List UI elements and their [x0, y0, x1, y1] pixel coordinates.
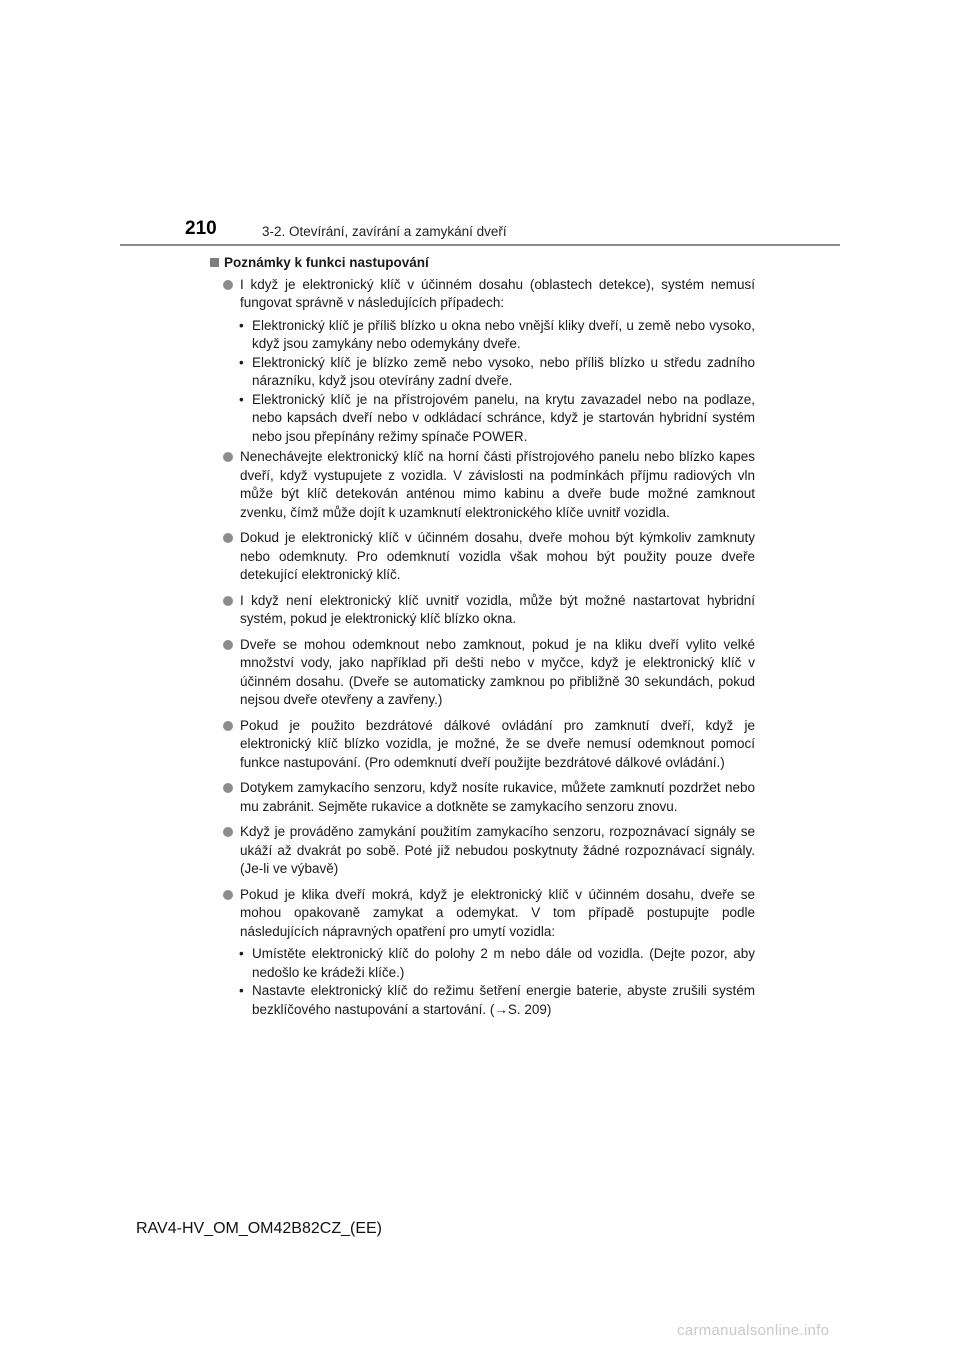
circle-bullet-icon	[223, 280, 233, 290]
sub-list-item-text: Elektronický klíč je na přístrojovém panelu, na krytu zavazadel nebo na podlaze, nebo kapsách dveří nebo v odkládací schránce, když je startován hybridní systém nebo jsou přepínány režimy spínače POWER.	[252, 391, 755, 444]
sub-list-item-text: Nastavte elektronický klíč do režimu šetření energie baterie, abyste zrušili systém bezklíčového nastupování a startování. (→S. 209)	[252, 983, 755, 1017]
list-item-text: I když je elektronický klíč v účinném dosahu (oblastech detekce), systém nemusí fungovat správně v následujících případech:	[240, 276, 755, 310]
page-number: 210	[185, 218, 217, 239]
circle-bullet-icon	[223, 721, 233, 731]
circle-bullet-icon	[223, 452, 233, 462]
list-item-text: I když není elektronický klíč uvnitř vozidla, může být možné nastartovat hybridní systém, pokud je elektronický klíč blízko okna.	[240, 592, 755, 626]
sub-list-item-text: Elektronický klíč je příliš blízko u okna nebo vnější kliky dveří, u země nebo vysoko, když jsou zamykány nebo odemykány dveře.	[252, 317, 755, 351]
list-item-text: Nenechávejte elektronický klíč na horní části přístrojového panelu nebo blízko kapes dveří, když vystupujete z vozidla. V závislosti na podmínkách příjmu radiových vln může být klíč detekován anténou mimo kabinu a dveře bude možné zamknout zvenku, čímž může dojít k uzamknutí elektronického klíče uvnitř vozidla.	[240, 449, 755, 520]
list-item	[210, 717, 755, 773]
section-heading	[210, 254, 755, 273]
sub-list-item	[210, 945, 755, 982]
circle-bullet-icon	[223, 783, 233, 793]
watermark: carmanualsonline.info	[677, 1322, 830, 1339]
circle-bullet-icon	[223, 890, 233, 900]
sub-list-item-text: Umístěte elektronický klíč do polohy 2 m nebo dále od vozidla. (Dejte pozor, aby nedošlo ke krádeži klíče.)	[252, 946, 755, 980]
circle-bullet-icon	[223, 640, 233, 650]
sub-list	[210, 945, 755, 1019]
circle-bullet-icon	[223, 827, 233, 837]
small-dot-icon: •	[239, 317, 244, 333]
small-dot-icon: •	[239, 946, 244, 961]
list-item	[210, 448, 755, 522]
chapter-title: 3-2. Otevírání, zavírání a zamykání dveří	[262, 224, 507, 239]
sub-list-item-text: Elektronický klíč je blízko země nebo vysoko, nebo příliš blízko u středu zadního nárazníku, když jsou otevírány zadní dveře.	[252, 354, 755, 388]
sub-list	[210, 317, 755, 447]
list-item	[210, 592, 755, 629]
list-item-text: Pokud je klika dveří mokrá, když je elektronický klíč v účinném dosahu, dveře se mohou opakovaně zamykat a odemykat. V tom případě postupujte podle následujících nápravných opatření pro umytí vozidla:	[240, 886, 755, 939]
list-item	[210, 276, 755, 313]
list-item-text: Dokud je elektronický klíč v účinném dosahu, dveře mohou být kýmkoliv zamknuty nebo odemknuty. Pro odemknutí vozidla však mohou být použity pouze dveře detekující elektronický klíč.	[240, 530, 755, 582]
sub-list-item	[210, 354, 755, 391]
list-item-text: Dveře se mohou odemknout nebo zamknout, pokud je na kliku dveří vylito velké množství vody, jako například při dešti nebo v myčce, když je elektronický klíč v účinném dosahu. (Dveře se automaticky zamknou po přibližně 30 sekundách, pokud nejsou dveře otevřeny a zavřeny.)	[240, 636, 755, 707]
small-dot-icon: •	[239, 354, 244, 370]
small-dot-icon: •	[239, 391, 244, 407]
section-heading-text: Poznámky k funkci nastupování	[224, 255, 429, 270]
header-rule	[120, 244, 840, 246]
list-item	[210, 886, 755, 942]
circle-bullet-icon	[223, 596, 233, 606]
small-dot-icon: •	[239, 983, 244, 998]
list-item	[210, 823, 755, 879]
list-item	[210, 636, 755, 710]
sub-list-item	[210, 391, 755, 447]
list-item-text: Když je prováděno zamykání použitím zamykacího senzoru, rozpoznávací signály se ukáží až dvakrát po sobě. Poté již nebudou poskytnuty žádné rozpoznávací signály. (Je-li ve výbavě)	[240, 824, 755, 876]
list-item	[210, 779, 755, 816]
circle-bullet-icon	[223, 533, 233, 543]
list-item-text: Dotykem zamykacího senzoru, když nosíte rukavice, můžete zamknutí pozdržet nebo mu zabránit. Sejměte rukavice a dotkněte se zamykacího senzoru znovu.	[240, 780, 755, 814]
list-item	[210, 529, 755, 585]
sub-list-item	[210, 317, 755, 354]
document-code: RAV4-HV_OM_OM42B82CZ_(EE)	[136, 1220, 382, 1237]
content-area	[210, 254, 755, 1021]
sub-list-item	[210, 982, 755, 1019]
square-bullet-icon	[210, 258, 219, 267]
list-item-text: Pokud je použito bezdrátové dálkové ovládání pro zamknutí dveří, když je elektronický klíč blízko vozidla, je možné, že se dveře nemusí odemknout pomocí funkce nastupování. (Pro odemknutí dveří použijte bezdrátové dálkové ovládání.)	[240, 717, 755, 770]
